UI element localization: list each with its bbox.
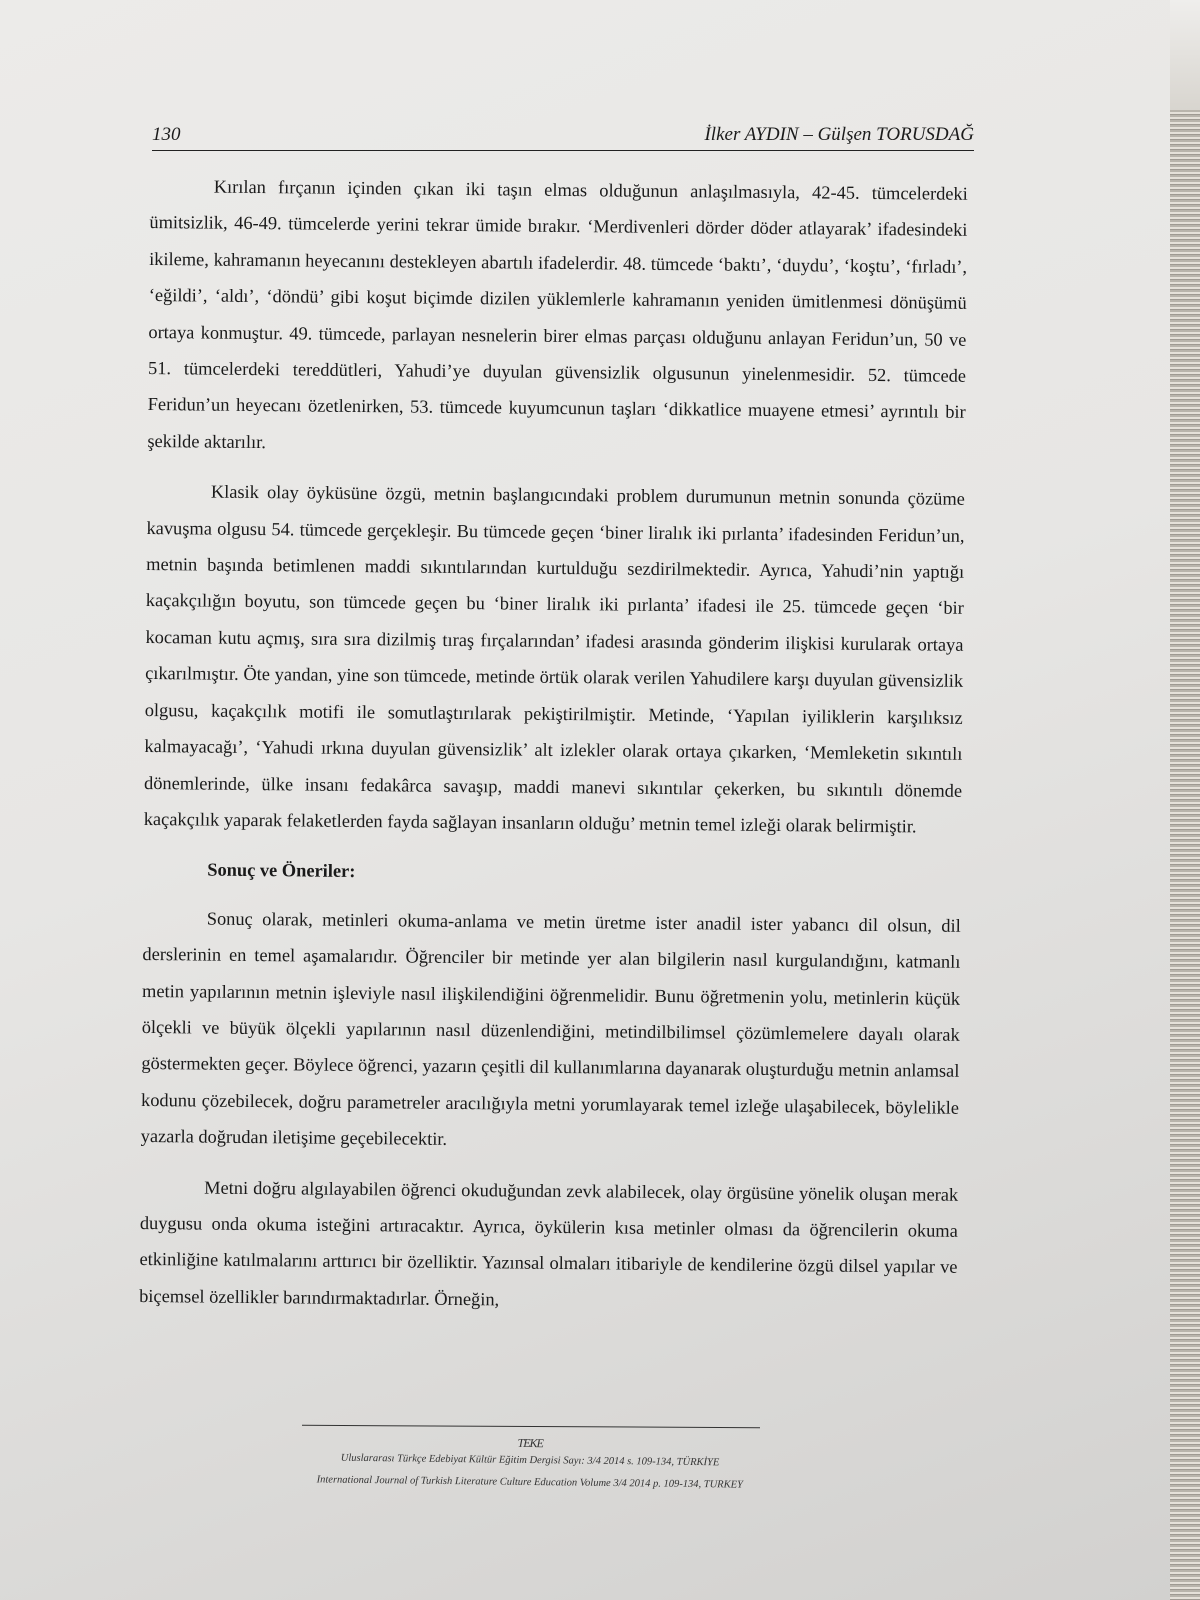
paragraph: Klasik olay öyküsüne özgü, metnin başlangıcındaki problem durumunun metnin sonunda çözüme kavuşma olgusu 54. tümcede gerçekleşir. Bu tümcede geçen ‘biner liralık iki pırlanta’ ifadesinden Feridun’un, metnin başında betimlenen maddi sıkıntılarından kurtulduğu sezdirilmektedir. Ayrıca, Yahudi’nin yaptığı kaçakçılığın boyutu, son tümcede geçen bu ‘biner liralık iki pırlanta’ ifadesi ile 25. tümcede geçen ‘bir kocaman kutu açmış, sıra sıra dizilmiş tıraş fırçalarından’ ifadesi arasında gönderim ilişkisi kurularak ortaya çıkarılmıştır. Öte yandan, yine son tümcede, metinde örtük olarak verilen Yahudilere karşı duyulan güvensizlik olgusu, kaçakçılık motifi ile somutlaştırılarak pekiştirilmiştir. Metinde, ‘Yapılan iyiliklerin karşılıksız kalmayacağı’, ‘Yahudi ırkına duyulan güvensizlik’ alt izlekler olarak ortaya çıkarken, ‘Memleketin sıkıntılı dönemlerinde, ülke insanı fedakârca savaşıp, maddi manevi sıkıntılar çekerken, bu sıkıntılı dönemde kaçakçılık yaparak felaketlerden fayda sağlayan insanların olduğu’ metnin temel izleği olarak belirmiştir. (143, 481, 965, 837)
book-page-edges-top (1170, 0, 1200, 110)
paragraph: Sonuç olarak, metinleri okuma-anlama ve metin üretme ister anadil ister yabancı dil olsun, dil derslerinin en temel aşamalarıdır. Öğrenciler bir metinde yer alan bilgilerin nasıl kurgulandığını, katmanlı metin yapılarının metnin işleviyle nasıl ilişkilendiğini öğrenmelidir. Bunu öğretmenin yolu, metinlerin küçük ölçekli ve büyük ölçekli yapılarının nasıl düzenlendiğini, metindilbilimsel çözümlemelere dayalı olarak göstermekten geçer. Böylece öğrenci, yazarın çeşitli dil kullanımlarına dayanarak oluşturduğu metnin anlamsal kodunu çözebilecek, doğru parametreler aracılığıyla metni yorumlayarak temel izleğe ulaşabilecek, böylelikle yazarla doğrudan iletişime geçebilecektir. (140, 908, 961, 1150)
page-footer (270, 1433, 791, 1497)
running-head: İlker AYDIN – Gülşen TORUSDAĞ (704, 124, 974, 145)
page-number: 130 (152, 124, 181, 145)
book-page-edges (1170, 0, 1200, 1600)
paragraph: Metni doğru algılayabilen öğrenci okuduğundan zevk alabilecek, olay örgüsüne yönelik oluşan merak duygusu onda okuma isteğini artıracaktır. Ayrıca, öykülerin kısa metinler olması da öğrencilerin okuma etkinliğine katılmalarını arttırıcı bir özelliktir. Yazınsal olmaları itibariyle de kendilerine özgü dilsel yapılar ve biçemsel özellikler barındırmaktadırlar. Örneğin, (139, 1177, 959, 1310)
footer-rule (302, 1425, 760, 1428)
footer-line-tr: Uluslararası Türkçe Edebiyat Kültür Eğitim Dergisi Sayı: 3/4 2014 s. 109-134, TÜRKİYE (340, 1452, 720, 1469)
page-header (152, 124, 974, 151)
section-heading: Sonuç ve Öneriler: (207, 859, 356, 882)
body-text (139, 168, 968, 1336)
footer-line-en: International Journal of Turkish Literature Culture Education Volume 3/4 2014 p. 109-134, TURKEY (316, 1474, 743, 1491)
paragraph: Kırılan fırçanın içinden çıkan iki taşın elmas olduğunun anlaşılmasıyla, 42-45. tümcelerdeki ümitsizlik, 46-49. tümcelerde yerini tekrar ümide bırakır. ‘Merdivenleri dörder döder atlayarak’ ifadesindeki ikileme, kahramanın heyecanını destekleyen abartılı ifadelerdir. 48. tümcede ‘baktı’, ‘duydu’, ‘koştu’, ‘fırladı’, ‘eğildi’, ‘aldı’, ‘döndü’ gibi koşut biçimde dizilen yüklemlerle kahramanın yeniden ümitlenmesi dönüşümü ortaya konmuştur. 49. tümcede, parlayan nesnelerin birer elmas parçası olduğunu anlayan Feridun’un, 50 ve 51. tümcelerdeki tereddütleri, Yahudi’ye duyulan güvensizlik olgusunun yinelenmesidir. 52. tümcede Feridun’un heyecanı özetlenirken, 53. tümcede kuyumcunun taşları ‘dikkatlice muayene etmesi’ ayrıntılı bir şekilde aktarılır. (147, 176, 968, 452)
journal-logo: TEKE (517, 1435, 544, 1451)
